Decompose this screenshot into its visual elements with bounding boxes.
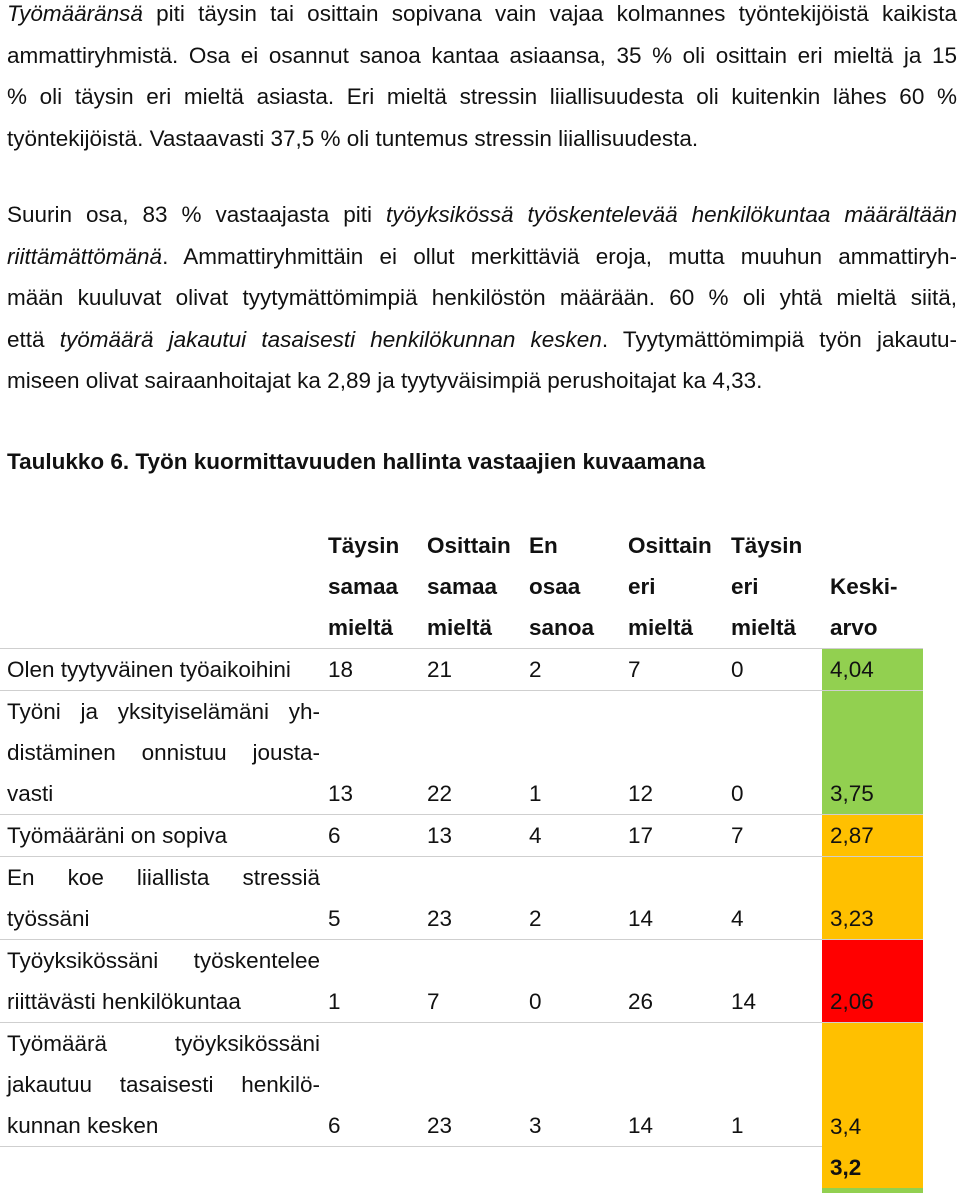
text-run: että [7, 326, 60, 352]
value-cell: 13 [328, 691, 427, 815]
value-cell: 7 [731, 815, 822, 857]
value-cell: 4 [731, 857, 822, 940]
value-cell: 23 [427, 857, 529, 940]
table-row-total [0, 1147, 923, 1191]
paragraph-line: % oli täysin eri mieltä asiasta. Eri mieltä stressin liiallisuudesta oli kuitenkin lähes 60 % [7, 84, 957, 109]
value-cell: 18 [328, 649, 427, 691]
row-label: Työmäärä työyksikössäni jakautuu tasaisesti henkilö- kunnan kesken [0, 1023, 328, 1147]
paragraph-line: mään kuuluvat olivat tyytymättömimpiä henkilöstön määrään. 60 % oli yhtä mieltä siitä, [7, 285, 957, 310]
table-row [0, 649, 923, 691]
empty-cell [427, 1147, 529, 1191]
text-run: . Ammattiryhmittäin ei ollut merkittäviä eroja, mutta muuhun ammattiryh- [162, 243, 957, 269]
text-run: . Tyytymättömimpiä työn jakautu- [601, 326, 958, 352]
header-partly-agree: Osittain samaa mieltä [427, 533, 511, 640]
value-cell: 4 [529, 815, 628, 857]
paragraph-line: ammattiryhmistä. Osa ei osannut sanoa kantaa asiaansa, 35 % oli osittain eri mieltä ja 15 [7, 42, 957, 68]
value-cell: 1 [529, 691, 628, 815]
value-cell: 13 [427, 815, 529, 857]
paragraph-line: työntekijöistä. Vastaavasti 37,5 % oli tuntemus stressin liiallisuudesta. [7, 125, 699, 151]
paragraph-line [7, 319, 957, 361]
value-cell: 17 [628, 815, 731, 857]
value-cell: 1 [328, 940, 427, 1023]
value-cell: 26 [628, 940, 731, 1023]
paragraph-line [7, 194, 957, 236]
value-cell: 3 [529, 1023, 628, 1147]
header-cannot-say: En osaa sanoa [529, 533, 595, 640]
paragraph-line [7, 0, 957, 35]
header-empty [0, 525, 328, 649]
italic-term: työmäärä jakautui tasaisesti henkilökunnan kesken [59, 326, 602, 352]
paragraph-line [7, 236, 957, 278]
row-label: Työmääräni on sopiva [0, 815, 328, 857]
value-cell: 7 [427, 940, 529, 1023]
row-label: Olen tyytyväinen työaikoihini [0, 649, 328, 691]
header-average: Keski- arvo [830, 574, 898, 640]
value-cell: 1 [731, 1023, 822, 1147]
value-cell: 23 [427, 1023, 529, 1147]
empty-cell [529, 1147, 628, 1191]
value-cell: 0 [731, 649, 822, 691]
header-fully-disagree: Täysin eri mieltä [731, 533, 803, 640]
row-label: Työyksikössäni työskentelee riittävästi henkilökuntaa [0, 940, 328, 1023]
value-cell: 6 [328, 815, 427, 857]
paragraph-staffing [7, 194, 957, 402]
table-row [0, 1023, 923, 1147]
value-cell: 14 [628, 1023, 731, 1147]
table-header-row [0, 525, 923, 649]
value-cell: 12 [628, 691, 731, 815]
empty-cell [328, 1147, 427, 1191]
empty-cell [628, 1147, 731, 1191]
value-cell: 22 [427, 691, 529, 815]
value-cell: 7 [628, 649, 731, 691]
italic-term: työyksikössä työskentelevää henkilökuntaa määrältään [386, 202, 957, 227]
average-cell: 4,04 [822, 649, 923, 691]
empty-cell [0, 1147, 328, 1191]
row-label: Työni ja yksityiselämäni yh- distäminen onnistuu jousta- vasti [0, 691, 328, 815]
value-cell: 6 [328, 1023, 427, 1147]
value-cell: 0 [529, 940, 628, 1023]
text-run: Suurin osa, 83 % vastaajasta piti [7, 202, 387, 227]
table-row [0, 857, 923, 940]
survey-table [0, 525, 923, 1193]
table-row [0, 815, 923, 857]
value-cell: 5 [328, 857, 427, 940]
value-cell: 14 [731, 940, 822, 1023]
paragraph-line: miseen olivat sairaanhoitajat ka 2,89 ja tyytyväisimpiä perushoitajat ka 4,33. [7, 368, 763, 393]
average-cell: 3,23 [822, 857, 923, 940]
value-cell: 21 [427, 649, 529, 691]
text-run: piti täysin tai osittain sopivana vain vajaa kolmannes työntekijöistä kaikista [142, 1, 957, 26]
average-cell: 2,87 [822, 815, 923, 857]
overall-average-cell: 3,2 [822, 1147, 923, 1191]
row-label: En koe liiallista stressiä työssäni [0, 857, 328, 940]
italic-term: riittämättömänä [7, 243, 163, 269]
paragraph-workload [7, 0, 957, 159]
value-cell: 2 [529, 857, 628, 940]
average-cell: 3,4 [822, 1023, 923, 1147]
value-cell: 14 [628, 857, 731, 940]
table-row [0, 940, 923, 1023]
value-cell: 0 [731, 691, 822, 815]
table-row [0, 691, 923, 815]
average-cell: 3,75 [822, 691, 923, 815]
italic-term: Työmääränsä [7, 1, 143, 26]
empty-cell [731, 1147, 822, 1191]
average-cell: 2,06 [822, 940, 923, 1023]
value-cell: 2 [529, 649, 628, 691]
header-partly-disagree: Osittain eri mieltä [628, 533, 712, 640]
header-fully-agree: Täysin samaa mieltä [328, 533, 400, 640]
table-caption: Taulukko 6. Työn kuormittavuuden hallinta vastaajien kuvaamana [7, 449, 706, 474]
